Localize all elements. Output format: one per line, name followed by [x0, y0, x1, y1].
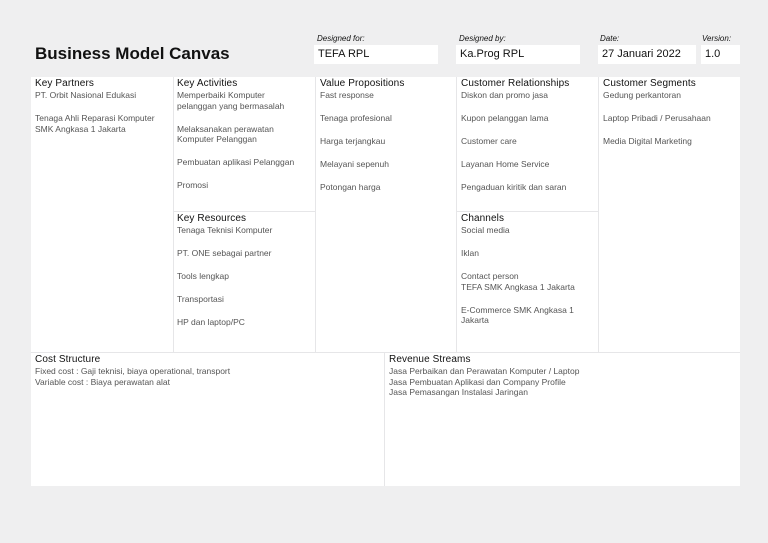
list-item: Pengaduan kiritik dan saran [461, 182, 567, 192]
customer-relationships-title: Customer Relationships [461, 78, 570, 89]
value-propositions-section [316, 77, 456, 206]
list-item: Melaksanakan perawatan Komputer Pelanggan [177, 123, 274, 144]
designed-by-field[interactable]: Ka.Prog RPL [456, 45, 580, 64]
list-item: Jasa Pemasangan Instalasi Jaringan [389, 387, 528, 397]
channels-section [457, 212, 598, 339]
list-item: Gedung perkantoran [603, 90, 681, 100]
list-item: Fixed cost : Gaji teknisi, biaya operational, transport [35, 366, 231, 376]
version-field[interactable]: 1.0 [701, 45, 740, 64]
list-item: Iklan [461, 248, 479, 258]
page-title: Business Model Canvas [35, 44, 230, 63]
key-resources-title: Key Resources [177, 213, 247, 224]
key-activities-section [173, 77, 315, 204]
list-item: PT. Orbit Nasional Edukasi [35, 90, 137, 100]
revenue-streams-title: Revenue Streams [389, 354, 471, 365]
list-item: Tenaga Ahli Reparasi Komputer SMK Angkasa 1 Jakarta [35, 113, 155, 134]
customer-segments-title: Customer Segments [603, 78, 696, 89]
designed-for-label: Designed for: [317, 34, 365, 43]
list-item: Variable cost : Biaya perawatan alat [35, 376, 170, 387]
list-item: Diskon dan promo jasa [461, 90, 548, 100]
list-item: Tenaga Teknisi Komputer [177, 225, 273, 235]
list-item: E-Commerce SMK Angkasa 1 Jakarta [461, 304, 574, 325]
cost-structure-title: Cost Structure [35, 354, 101, 365]
list-item: Transportasi [177, 294, 224, 304]
list-item: Layanan Home Service [461, 159, 550, 169]
key-activities-title: Key Activities [177, 78, 238, 89]
key-partners-section [31, 77, 173, 148]
business-model-canvas [31, 77, 740, 486]
list-item: Customer care [461, 136, 517, 146]
list-item: Jasa Perbaikan dan Perawatan Komputer / Laptop [389, 366, 580, 376]
version-label: Version: [702, 34, 732, 43]
channels-title: Channels [461, 213, 505, 224]
list-item: Media Digital Marketing [603, 136, 692, 146]
list-item: Melayani sepenuh [320, 159, 389, 169]
key-resources-section [173, 212, 315, 341]
list-item: Fast response [320, 90, 374, 100]
customer-relationships-section [457, 77, 598, 206]
list-item: Pembuatan aplikasi Pelanggan [177, 157, 295, 167]
cost-structure-section [31, 353, 384, 388]
list-item: Harga terjangkau [320, 136, 386, 146]
list-item: Social media [461, 225, 510, 235]
list-item: Potongan harga [320, 182, 381, 192]
customer-segments-section [599, 77, 740, 160]
list-item: Kupon pelanggan lama [461, 113, 549, 123]
list-item: Promosi [177, 180, 209, 190]
date-field[interactable]: 27 Januari 2022 [598, 45, 696, 64]
value-propositions-title: Value Propositions [320, 78, 405, 89]
list-item: HP dan laptop/PC [177, 317, 245, 327]
list-item: Tenaga profesional [320, 113, 392, 123]
list-item: Tools lengkap [177, 271, 229, 281]
designed-by-label: Designed by: [459, 34, 506, 43]
list-item: Jasa Pembuatan Aplikasi dan Company Profile [389, 376, 566, 387]
designed-for-field[interactable]: TEFA RPL [314, 45, 438, 64]
key-partners-title: Key Partners [35, 78, 95, 89]
list-item: Memperbaiki Komputer pelanggan yang bermasalah [177, 90, 285, 111]
list-item: Laptop Pribadi / Perusahaan [603, 113, 711, 123]
date-label: Date: [600, 34, 620, 43]
list-item: Contact person TEFA SMK Angkasa 1 Jakarta [461, 271, 575, 292]
revenue-streams-section [385, 353, 740, 399]
list-item: PT. ONE sebagai partner [177, 248, 272, 258]
